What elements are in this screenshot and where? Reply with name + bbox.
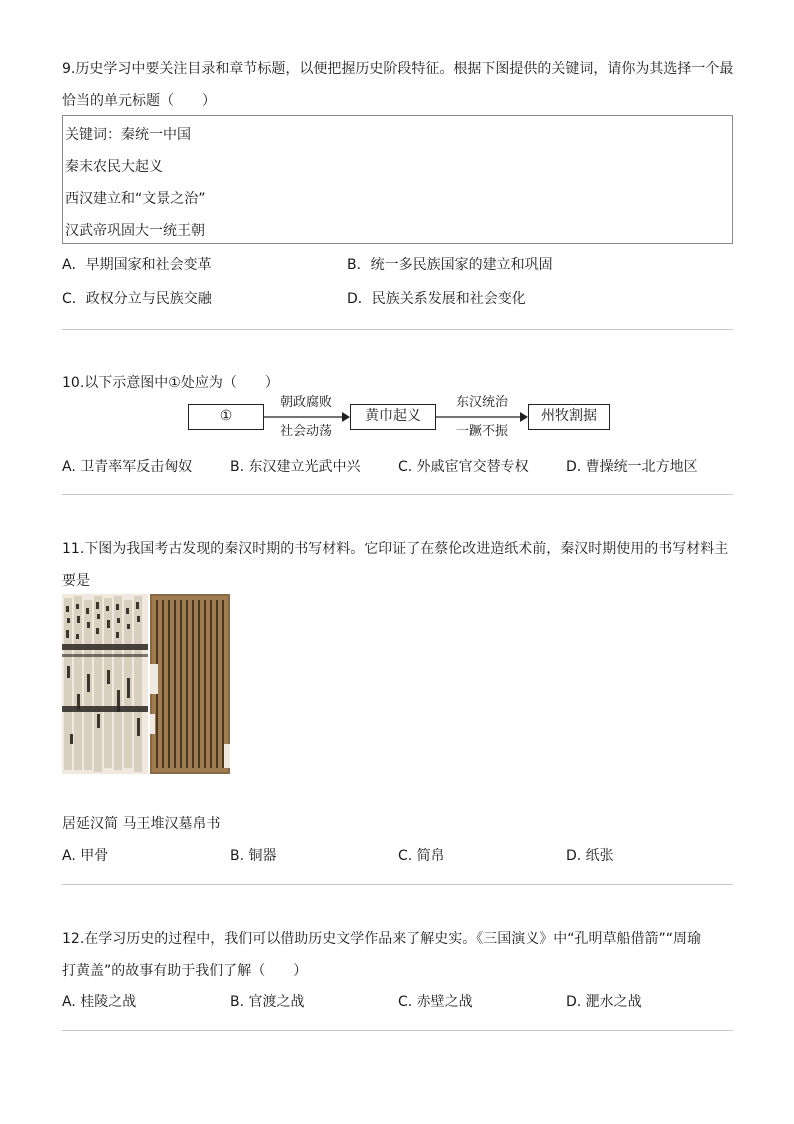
flow-arrow1-top-label: 朝政腐败: [279, 395, 332, 410]
flow-box-3: 州牧割据: [528, 404, 610, 430]
flow-box-1: ①: [188, 404, 264, 430]
q9-stem-line1: 9.历史学习中要关注目录和章节标题，以便把握历史阶段特征。根据下图提供的关键词，请你为其选择一个最: [62, 61, 734, 77]
flow-arrow2-top-label: 东汉统治: [455, 395, 508, 410]
q9-stem-line2: 恰当的单元标题（ ）: [62, 93, 216, 109]
q9-option-a[interactable]: A．早期国家和社会变革: [62, 257, 212, 273]
q12-option-c[interactable]: C. 赤壁之战: [398, 994, 473, 1010]
q9-keyword-3: 西汉建立和“文景之治”: [65, 191, 206, 207]
q10-option-a[interactable]: A. 卫青率军反击匈奴: [62, 459, 193, 475]
q10-option-b[interactable]: B. 东汉建立光武中兴: [230, 459, 361, 475]
q9-keyword-1: 关键词：秦统一中国: [65, 127, 191, 143]
divider: [62, 1030, 733, 1031]
q11-stem-line1: 11.下图为我国考古发现的秦汉时期的书写材料。它印证了在蔡伦改进造纸术前，秦汉时期使用的书写材料主: [62, 541, 729, 557]
flow-arrow1-bottom-label: 社会动荡: [279, 424, 332, 439]
q11-option-d[interactable]: D. 纸张: [566, 848, 614, 864]
q12-option-a[interactable]: A. 桂陵之战: [62, 994, 137, 1010]
q10-option-c[interactable]: C. 外戚宦官交替专权: [398, 459, 529, 475]
q9-option-d[interactable]: D．民族关系发展和社会变化: [347, 291, 526, 307]
q9-option-b[interactable]: B．统一多民族国家的建立和巩固: [347, 257, 553, 273]
divider: [62, 329, 733, 330]
divider: [62, 884, 733, 885]
q11-stem-line2: 要是: [62, 573, 90, 589]
q9-keyword-box: [62, 115, 733, 244]
flow-arrow-1: [264, 410, 350, 424]
mawangdui-silk-manuscript-image: [150, 594, 230, 774]
q10-stem: 10.以下示意图中①处应为（ ）: [62, 375, 279, 391]
q11-option-b[interactable]: B. 铜器: [230, 848, 277, 864]
flow-arrow2-bottom-label: 一蹶不振: [455, 424, 508, 439]
q9-keyword-4: 汉武帝巩固大一统王朝: [65, 223, 205, 239]
q11-image-caption: 居延汉简 马王堆汉墓帛书: [62, 816, 221, 832]
q12-stem-line1: 12.在学习历史的过程中，我们可以借助历史文学作品来了解史实。《三国演义》中“孔明草船借箭”“周瑜: [62, 931, 702, 947]
q9-keyword-2: 秦末农民大起义: [65, 159, 163, 175]
q9-option-c[interactable]: C．政权分立与民族交融: [62, 291, 212, 307]
q11-option-c[interactable]: C. 简帛: [398, 848, 445, 864]
juyan-bamboo-slips-image: [62, 594, 148, 774]
flow-arrow-2: [436, 410, 528, 424]
q10-option-d[interactable]: D. 曹操统一北方地区: [566, 459, 698, 475]
q12-option-b[interactable]: B. 官渡之战: [230, 994, 305, 1010]
flow-box-2: 黄巾起义: [350, 404, 436, 430]
q11-option-a[interactable]: A. 甲骨: [62, 848, 109, 864]
divider: [62, 494, 733, 495]
q12-stem-line2: 打黄盖”的故事有助于我们了解（ ）: [62, 963, 308, 979]
q10-flow-diagram: [188, 394, 612, 438]
q12-option-d[interactable]: D. 淝水之战: [566, 994, 642, 1010]
